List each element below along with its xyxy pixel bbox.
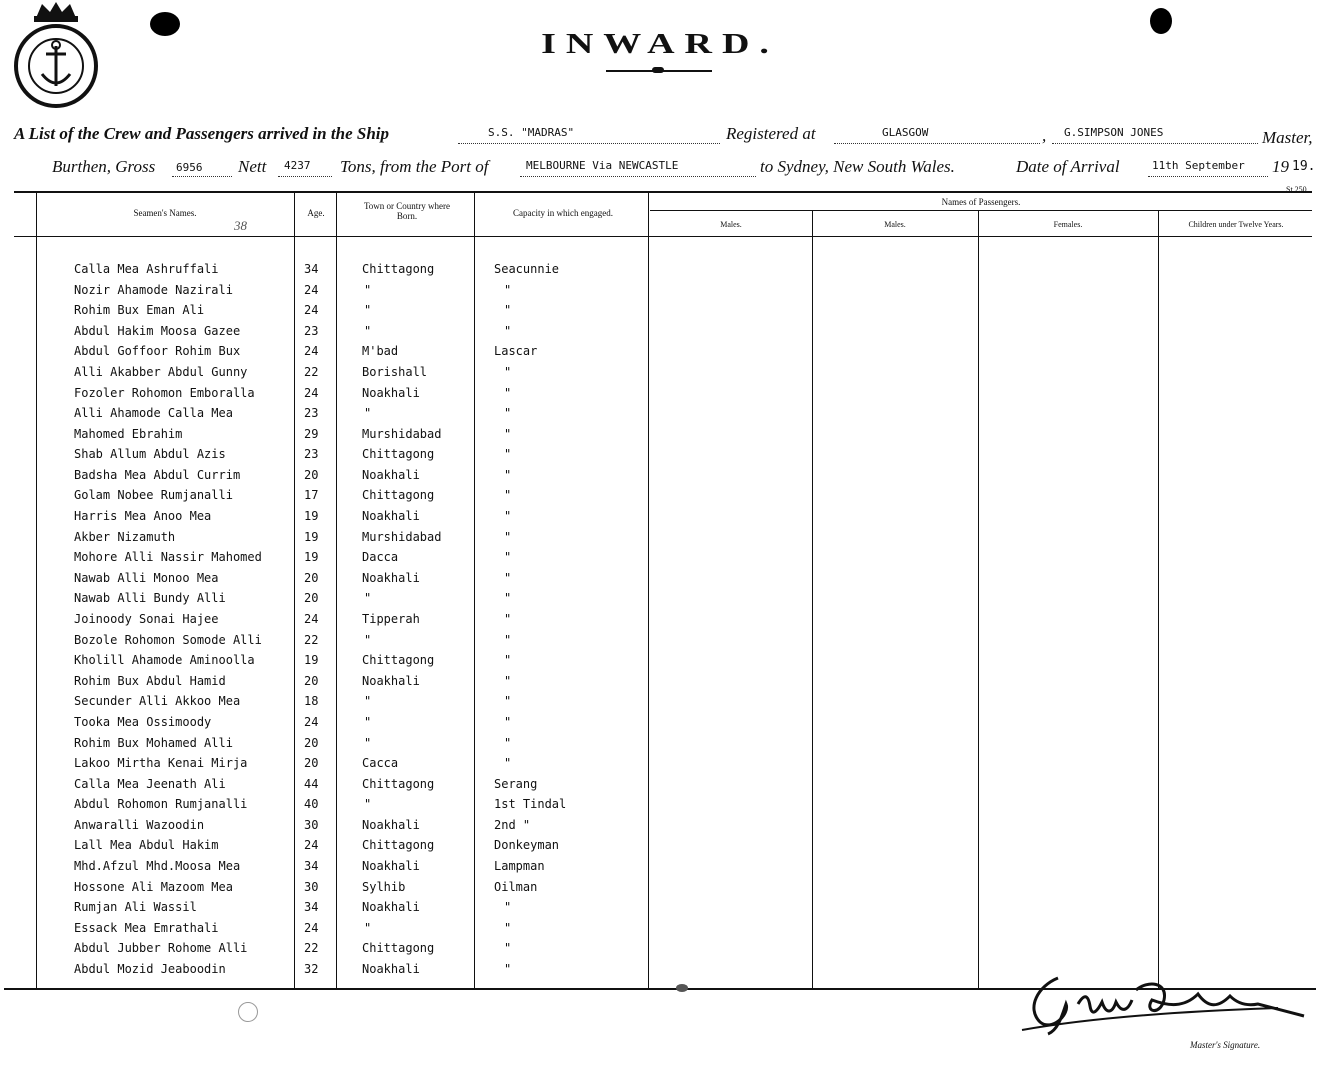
registered-port: GLASGOW — [882, 126, 929, 139]
header-line1-prefix: A List of the Crew and Passengers arrived in the Ship — [14, 124, 389, 143]
crew-birthplace: Noakhali — [362, 900, 420, 915]
crew-capacity: " — [504, 303, 512, 318]
crew-age: 24 — [304, 282, 319, 297]
crew-name: Alli Akabber Abdul Gunny — [74, 364, 248, 379]
crew-name: Nozir Ahamode Nazirali — [74, 282, 233, 297]
nett-label: Nett — [238, 157, 267, 176]
crew-age: 19 — [304, 550, 319, 565]
crew-capacity: " — [504, 447, 512, 462]
crew-capacity: " — [504, 920, 512, 935]
port-of-departure: MELBOURNE Via NEWCASTLE — [526, 159, 679, 172]
col-header-town: Town or Country where Born. — [363, 201, 451, 221]
crew-birthplace: Chittagong — [362, 262, 435, 276]
crew-age: 19 — [304, 529, 319, 544]
crew-capacity: " — [504, 385, 512, 400]
ship-name: S.S. "MADRAS" — [488, 126, 575, 139]
nett-tons: 4237 — [284, 159, 311, 172]
crew-age: 24 — [304, 303, 319, 318]
crew-age: 30 — [304, 879, 319, 894]
crew-age: 22 — [304, 364, 319, 379]
crew-age: 30 — [304, 817, 319, 832]
crew-birthplace: " — [364, 694, 372, 709]
crew-name: Fozoler Rohomon Emboralla — [74, 385, 255, 400]
crew-capacity: Lampman — [494, 859, 545, 874]
crew-capacity: " — [504, 570, 512, 585]
crew-age: 34 — [304, 262, 319, 276]
master-signature — [1018, 964, 1308, 1044]
crew-birthplace: Murshidabad — [362, 529, 442, 544]
crew-name: Anwaralli Wazoodin — [74, 817, 205, 832]
crew-name: Abdul Mozid Jeaboodin — [74, 962, 226, 976]
crew-capacity: Donkeyman — [494, 838, 560, 853]
crew-age: 34 — [304, 900, 319, 915]
crew-name: Bozole Rohomon Somode Alli — [74, 632, 262, 647]
tons-label: Tons, from the Port of — [340, 157, 489, 176]
crew-birthplace: Chittagong — [362, 653, 435, 668]
crew-name: Tooka Mea Ossimoody — [74, 714, 212, 729]
crew-birthplace: Noakhali — [362, 962, 420, 976]
crew-age: 40 — [304, 797, 319, 812]
crew-name: Rumjan Ali Wassil — [74, 900, 197, 915]
arrival-label: Date of Arrival — [1016, 157, 1120, 176]
crew-age: 20 — [304, 467, 319, 482]
crew-capacity: " — [504, 653, 512, 668]
crew-age: 44 — [304, 776, 319, 791]
crew-name: Mohore Alli Nassir Mahomed — [74, 550, 262, 565]
crew-birthplace: Noakhali — [362, 673, 420, 688]
crew-capacity: Seacunnie — [494, 262, 560, 276]
form-code: St 250 — [1286, 185, 1307, 194]
year-prefix: 19 — [1272, 157, 1289, 176]
crew-name: Harris Mea Anoo Mea — [74, 509, 212, 524]
crew-birthplace: " — [364, 303, 372, 318]
names-handwritten-note: 38 — [234, 218, 247, 233]
crew-capacity: " — [504, 426, 512, 441]
master-label: Master, — [1262, 128, 1313, 147]
crew-age: 24 — [304, 344, 319, 359]
registered-label: Registered at — [726, 124, 816, 143]
col-header-passengers: Names of Passengers. — [941, 197, 1021, 207]
crew-capacity: Lascar — [494, 344, 538, 359]
crew-capacity: " — [504, 962, 512, 976]
crew-birthplace: " — [364, 282, 372, 297]
crew-birthplace: Noakhali — [362, 570, 420, 585]
crew-birthplace: " — [364, 714, 372, 729]
crew-age: 24 — [304, 612, 319, 626]
crew-capacity: " — [504, 529, 512, 544]
crew-capacity: " — [504, 364, 512, 379]
crew-age: 24 — [304, 714, 319, 729]
crew-capacity: " — [504, 612, 512, 626]
crew-capacity: " — [504, 941, 512, 956]
crew-capacity: " — [504, 900, 512, 915]
arrival-date: 11th September — [1152, 159, 1245, 172]
crew-name: Rohim Bux Eman Ali — [74, 303, 205, 318]
crew-birthplace: Chittagong — [362, 488, 435, 503]
crew-name: Hossone Ali Mazoom Mea — [74, 879, 233, 894]
crew-capacity: " — [504, 509, 512, 524]
col-header-age: Age. — [307, 208, 325, 218]
crew-age: 23 — [304, 447, 319, 462]
crew-name: Abdul Jubber Rohome Alli — [74, 941, 248, 956]
crew-name: Abdul Goffoor Rohim Bux — [74, 344, 241, 359]
crew-name: Alli Ahamode Calla Mea — [74, 406, 233, 421]
margin-mark — [238, 1002, 258, 1022]
crew-age: 17 — [304, 488, 319, 503]
master-name: G.SIMPSON JONES — [1064, 126, 1164, 139]
gross-tons: 6956 — [176, 161, 203, 174]
crew-name: Secunder Alli Akkoo Mea — [74, 694, 241, 709]
crew-birthplace: Chittagong — [362, 447, 435, 462]
crew-name: Lakoo Mirtha Kenai Mirja — [74, 756, 248, 771]
crew-name: Mhd.Afzul Mhd.Moosa Mea — [74, 859, 241, 874]
col-header-children: Children under Twelve Years. — [1188, 220, 1284, 229]
crew-name: Abdul Hakim Moosa Gazee — [74, 323, 241, 338]
col-header-capacity: Capacity in which engaged. — [513, 208, 613, 218]
crew-birthplace: Noakhali — [362, 817, 420, 832]
crew-birthplace: " — [364, 797, 372, 812]
crew-name: Nawab Alli Monoo Mea — [74, 570, 219, 585]
crew-birthplace: " — [364, 591, 372, 606]
col-header-females: Females. — [1053, 220, 1083, 229]
crew-name: Kholill Ahamode Aminoolla — [74, 653, 255, 668]
master-signature-label: Master's Signature. — [1190, 1040, 1261, 1050]
crew-age: 34 — [304, 859, 319, 874]
crew-birthplace: Murshidabad — [362, 426, 442, 441]
crew-name: Essack Mea Emrathali — [74, 920, 219, 935]
crew-birthplace: M'bad — [362, 344, 399, 359]
crew-birthplace: Chittagong — [362, 941, 435, 956]
crew-age: 19 — [304, 653, 319, 668]
crew-capacity: " — [504, 488, 512, 503]
crew-birthplace: " — [364, 406, 372, 421]
crew-capacity: Oilman — [494, 879, 538, 894]
crew-age: 20 — [304, 591, 319, 606]
crew-birthplace: Noakhali — [362, 467, 420, 482]
crew-capacity: Serang — [494, 776, 538, 791]
crew-age: 32 — [304, 962, 319, 976]
destination-label: to Sydney, New South Wales. — [760, 157, 955, 176]
crew-birthplace: Noakhali — [362, 859, 420, 874]
crew-capacity: " — [504, 673, 512, 688]
crew-age: 20 — [304, 570, 319, 585]
crew-age: 20 — [304, 673, 319, 688]
crew-name: Calla Mea Ashruffali — [74, 262, 219, 276]
crew-name: Abdul Rohomon Rumjanalli — [74, 797, 248, 812]
crew-name: Calla Mea Jeenath Ali — [74, 776, 226, 791]
crew-name: Badsha Mea Abdul Currim — [74, 467, 241, 482]
crew-name: Akber Nizamuth — [74, 529, 176, 544]
crew-birthplace: Noakhali — [362, 509, 420, 524]
crew-capacity: " — [504, 406, 512, 421]
crew-age: 24 — [304, 920, 319, 935]
crew-name: Rohim Bux Mohamed Alli — [74, 735, 233, 750]
crew-name: Lall Mea Abdul Hakim — [74, 838, 219, 853]
crew-capacity: " — [504, 282, 512, 297]
crew-birthplace: Cacca — [362, 756, 399, 771]
crew-name: Shab Allum Abdul Azis — [74, 447, 226, 462]
crew-age: 22 — [304, 941, 319, 956]
crew-birthplace: Borishall — [362, 364, 428, 379]
crew-age: 24 — [304, 838, 319, 853]
crew-birthplace: " — [364, 735, 372, 750]
crew-age: 23 — [304, 323, 319, 338]
crew-birthplace: " — [364, 632, 372, 647]
crew-birthplace: Chittagong — [362, 838, 435, 853]
crew-age: 20 — [304, 735, 319, 750]
crew-birthplace: " — [364, 323, 372, 338]
crew-birthplace: Dacca — [362, 550, 399, 565]
crew-name: Joinoody Sonai Hajee — [74, 612, 219, 626]
crew-name: Golam Nobee Rumjanalli — [74, 488, 233, 503]
crew-capacity: " — [504, 632, 512, 647]
crew-capacity: " — [504, 550, 512, 565]
page-title: INWARD. — [541, 28, 779, 60]
crew-age: 19 — [304, 509, 319, 524]
comma: , — [1042, 126, 1047, 145]
crew-birthplace: Noakhali — [362, 385, 420, 400]
crew-age: 20 — [304, 756, 319, 771]
col-header-males-1: Males. — [720, 220, 742, 229]
crew-capacity: 1st Tindal — [494, 797, 567, 812]
crew-age: 24 — [304, 385, 319, 400]
crew-capacity: " — [504, 467, 512, 482]
crew-age: 23 — [304, 406, 319, 421]
crew-age: 29 — [304, 426, 319, 441]
crew-capacity: " — [504, 591, 512, 606]
crew-capacity: " — [504, 735, 512, 750]
crew-birthplace: Sylhib — [362, 879, 406, 894]
crew-name: Mahomed Ebrahim — [74, 426, 183, 441]
crew-birthplace: " — [364, 920, 372, 935]
crew-capacity: 2nd " — [494, 817, 531, 832]
col-header-males-2: Males. — [884, 220, 906, 229]
year-suffix: 19. — [1292, 159, 1316, 174]
bottom-hole-mark — [676, 984, 688, 992]
crew-capacity: " — [504, 694, 512, 709]
crew-age: 22 — [304, 632, 319, 647]
col-header-names: Seamen's Names. — [133, 208, 197, 218]
burthen-label: Burthen, Gross — [52, 157, 156, 176]
crew-capacity: " — [504, 756, 512, 771]
crew-birthplace: Tipperah — [362, 612, 420, 626]
crew-capacity: " — [504, 323, 512, 338]
crew-age: 18 — [304, 694, 319, 709]
crew-capacity: " — [504, 714, 512, 729]
crew-birthplace: Chittagong — [362, 776, 435, 791]
crew-name: Rohim Bux Abdul Hamid — [74, 673, 226, 688]
crew-name: Nawab Alli Bundy Alli — [74, 591, 226, 606]
